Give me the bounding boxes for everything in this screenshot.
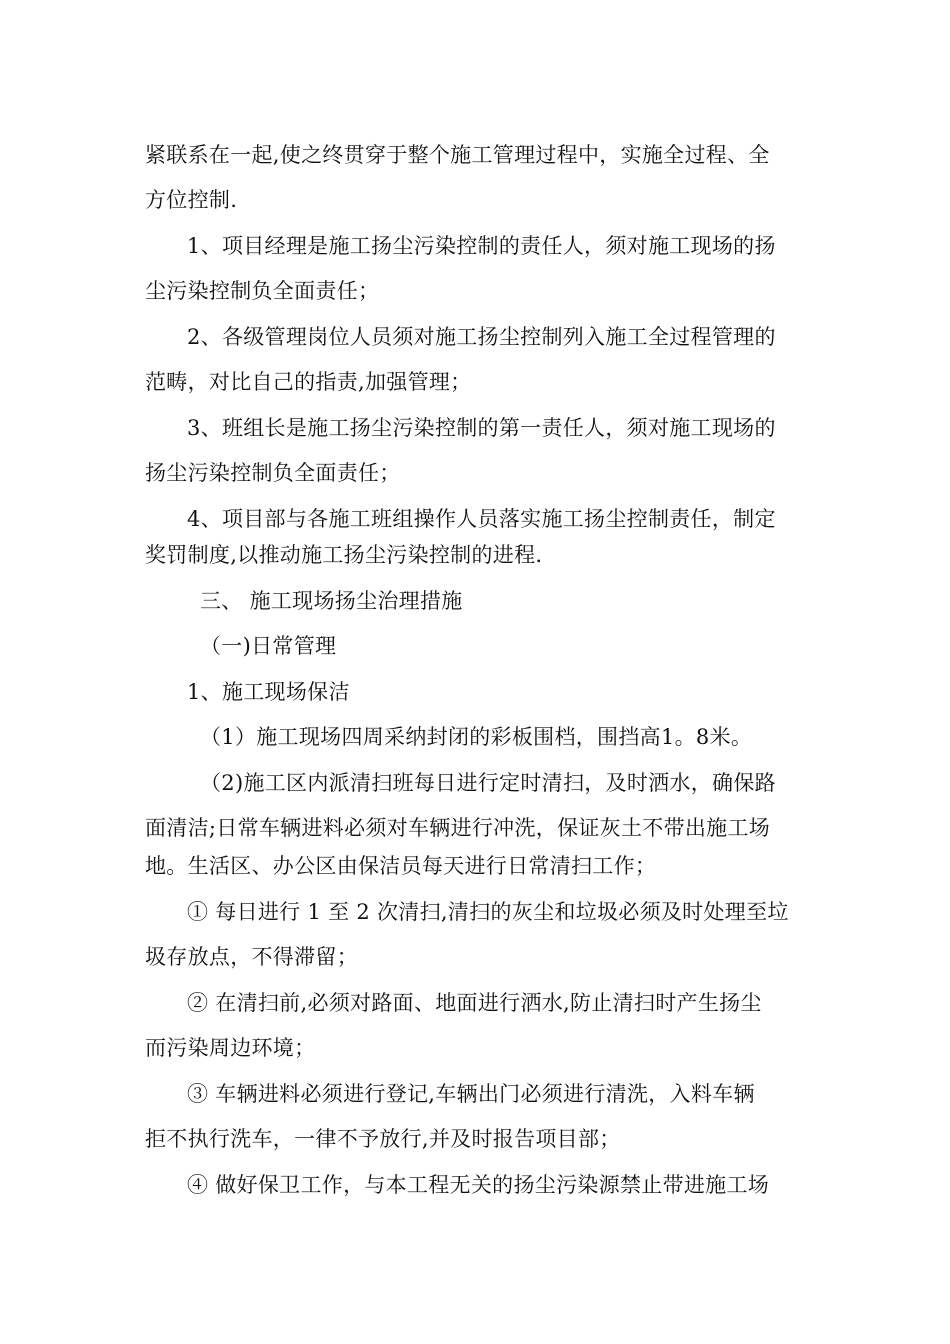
paragraph-line: 紧联系在一起,使之终贯穿于整个施工管理过程中，实施全过程、全 xyxy=(145,143,770,167)
paragraph-line: 4、项目部与各施工班组操作人员落实施工扬尘控制责任，制定 xyxy=(187,507,776,531)
paragraph-line: （2)施工区内派清扫班每日进行定时清扫，及时洒水，确保路 xyxy=(200,771,776,795)
paragraph-line: ② 在清扫前,必须对路面、地面进行洒水,防止清扫时产生扬尘 xyxy=(187,991,762,1015)
paragraph-line: 拒不执行洗车，一律不予放行,并及时报告项目部； xyxy=(145,1127,621,1151)
paragraph-line: 扬尘污染控制负全面责任； xyxy=(145,461,401,485)
paragraph-line: 而污染周边环境； xyxy=(145,1036,316,1060)
paragraph-line: 2、各级管理岗位人员须对施工扬尘控制列入施工全过程管理的 xyxy=(187,325,776,349)
paragraph-line: ③ 车辆进料必须进行登记,车辆出门必须进行清洗，入料车辆 xyxy=(187,1082,755,1106)
item-heading: 1、施工现场保洁 xyxy=(187,680,350,704)
paragraph-line: 方位控制. xyxy=(145,188,238,212)
paragraph-line: 1、项目经理是施工扬尘污染控制的责任人，须对施工现场的扬 xyxy=(187,234,776,258)
paragraph-line: 地。生活区、办公区由保洁员每天进行日常清扫工作； xyxy=(145,854,657,878)
paragraph-line: 奖罚制度,以推动施工扬尘污染控制的进程. xyxy=(145,543,543,567)
paragraph-line: 面清洁;日常车辆进料必须对车辆进行冲洗，保证灰土不带出施工场 xyxy=(145,816,771,840)
paragraph-line: 范畴，对比自己的指责,加强管理； xyxy=(145,370,472,394)
section-heading: 三、 施工现场扬尘治理措施 xyxy=(200,589,463,613)
paragraph-line: 3、班组长是施工扬尘污染控制的第一责任人，须对施工现场的 xyxy=(187,416,776,440)
paragraph-line: ④ 做好保卫工作，与本工程无关的扬尘污染源禁止带进施工场 xyxy=(187,1173,770,1197)
paragraph-line: 尘污染控制负全面责任； xyxy=(145,279,380,303)
paragraph-line: ① 每日进行 1 至 2 次清扫,清扫的灰尘和垃圾必须及时处理至垃 xyxy=(187,900,789,924)
subsection-heading: （一)日常管理 xyxy=(200,634,337,658)
paragraph-line: （1）施工现场四周采纳封闭的彩板围档，围挡高1。8米。 xyxy=(200,725,753,749)
paragraph-line: 圾存放点，不得滞留； xyxy=(145,945,358,969)
